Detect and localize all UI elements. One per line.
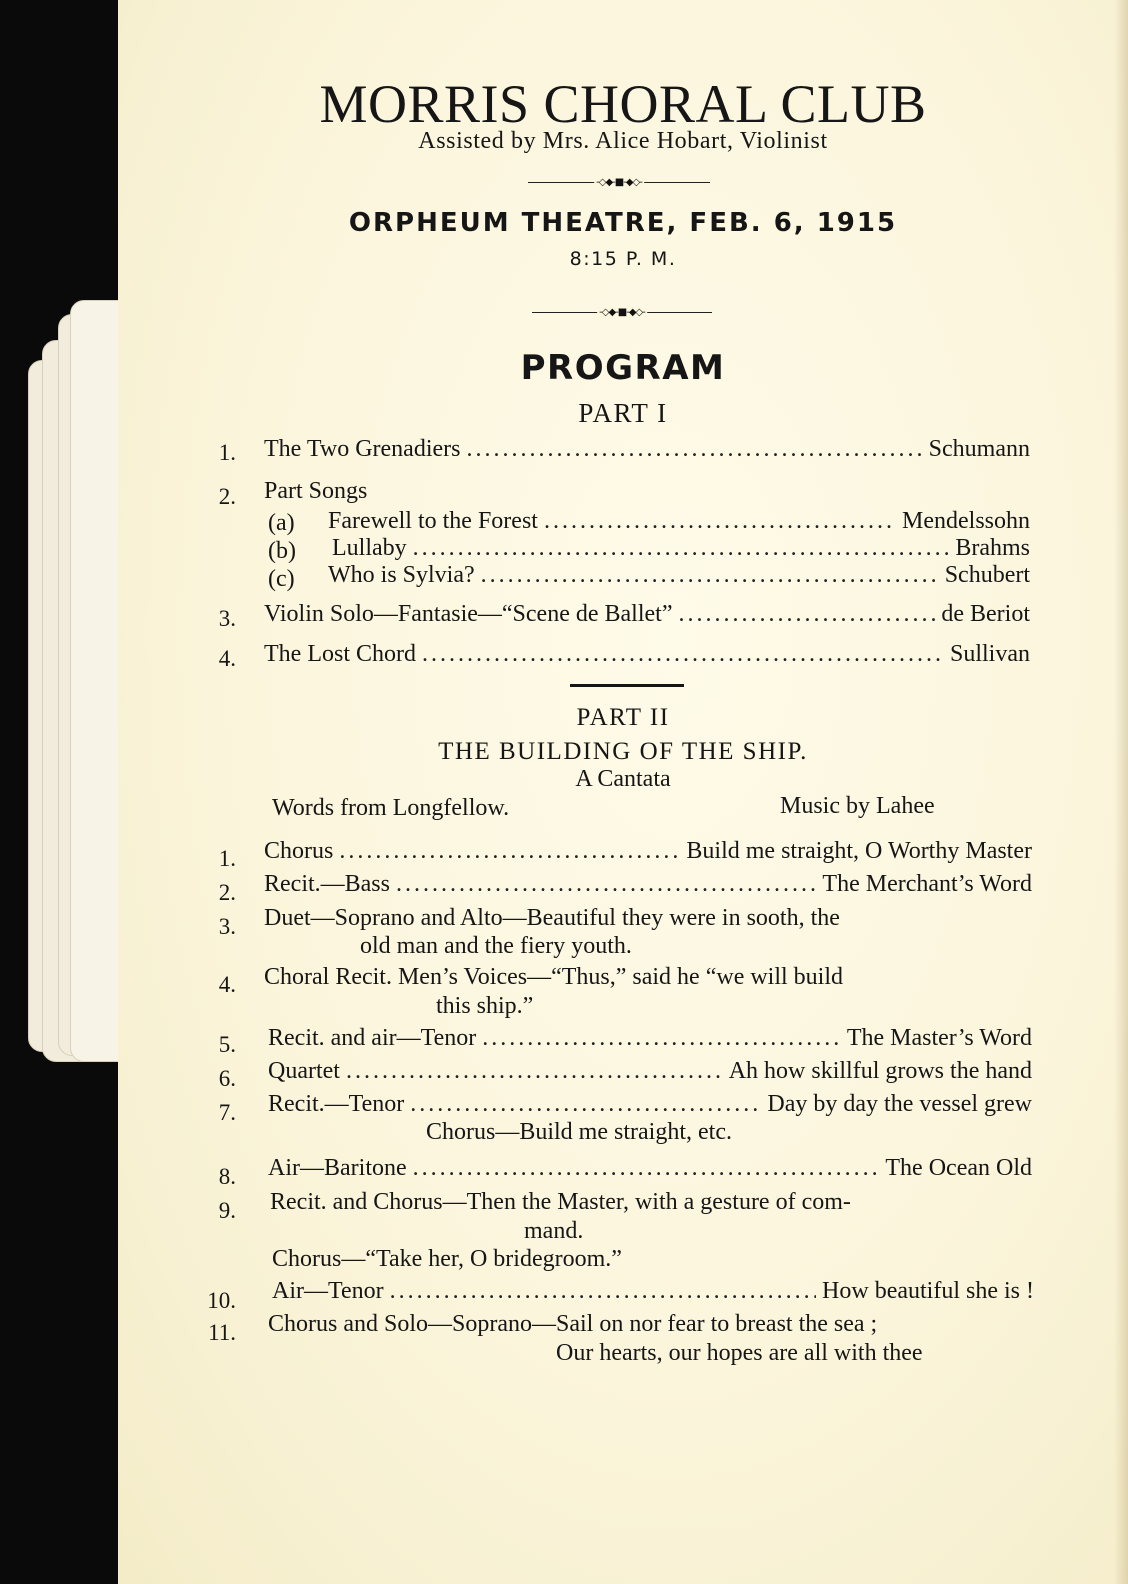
program-item [268, 1091, 1032, 1118]
item-title: Chorus [264, 838, 334, 864]
composer: de Beriot [941, 601, 1030, 627]
leader-dots [422, 641, 944, 668]
leader-dots [396, 871, 816, 898]
start-time: 8:15 P. M. [569, 248, 677, 270]
item-detail: The Master’s Word [846, 1025, 1032, 1051]
item-title: Recit. and Chorus—Then the Master, with a gesture of com- [270, 1189, 851, 1215]
item-number: 1. [218, 440, 236, 465]
item-detail: The Ocean Old [885, 1155, 1032, 1181]
ornament-divider-bottom [532, 306, 712, 320]
leader-dots [466, 436, 922, 463]
item-title: Part Songs [264, 478, 368, 504]
leader-dots [339, 838, 680, 865]
item-number: 8. [218, 1164, 236, 1189]
item-continuation: Chorus—“Take her, O bridegroom.” [272, 1246, 622, 1272]
item-title: Quartet [268, 1058, 340, 1084]
ornament-glyphs: -◇◆-■-◆◇- [596, 177, 642, 188]
leader-dots [544, 508, 896, 535]
program-item [264, 601, 1030, 628]
item-detail: Ah how skillful grows the hand [728, 1058, 1032, 1084]
leader-dots [410, 1091, 761, 1118]
leader-dots [481, 562, 939, 589]
item-title: Farewell to the Forest [328, 508, 538, 534]
leader-dots [678, 601, 935, 628]
program-item [272, 1278, 1034, 1305]
item-title: The Lost Chord [264, 641, 416, 667]
item-continuation: this ship.” [436, 993, 534, 1019]
item-continuation: mand. [524, 1218, 584, 1244]
leader-dots [413, 1155, 880, 1182]
item-title: Violin Solo—Fantasie—“Scene de Ballet” [264, 601, 673, 627]
item-number: 3. [218, 606, 236, 631]
program-item [264, 871, 1032, 898]
part-2-heading: PART II [576, 704, 670, 731]
item-number: 10. [207, 1288, 236, 1313]
item-title: Recit. and air—Tenor [268, 1025, 477, 1051]
program-item [268, 1058, 1032, 1085]
item-title: The Two Grenadiers [264, 436, 461, 462]
assisted-by-line: Assisted by Mrs. Alice Hobart, Violinist [418, 128, 828, 154]
program-heading: PROGRAM [520, 348, 726, 388]
leader-dots [346, 1058, 723, 1085]
item-detail: Build me straight, O Worthy Master [686, 838, 1032, 864]
words-credit: Words from Longfellow. [272, 795, 510, 821]
venue-date: ORPHEUM THEATRE, FEB. 6, 1915 [348, 208, 898, 238]
work-type: A Cantata [575, 766, 671, 792]
item-detail: How beautiful she is ! [822, 1278, 1034, 1304]
leader-dots [413, 535, 950, 562]
music-credit: Music by Lahee [780, 793, 935, 819]
item-continuation: old man and the fiery youth. [360, 933, 632, 959]
composer: Sullivan [949, 641, 1030, 667]
item-number: 5. [218, 1032, 236, 1057]
item-title: Air—Tenor [272, 1278, 384, 1304]
club-title: MORRIS CHORAL CLUB [319, 74, 927, 134]
item-title: Recit.—Bass [264, 871, 390, 897]
work-title: THE BUILDING OF THE SHIP. [438, 738, 808, 765]
composer: Brahms [955, 535, 1030, 561]
item-continuation: Our hearts, our hopes are all with thee [556, 1340, 923, 1366]
item-continuation: Chorus—Build me straight, etc. [426, 1119, 732, 1145]
leader-dots [390, 1278, 816, 1305]
item-number: 6. [218, 1066, 236, 1091]
program-item [264, 838, 1032, 865]
item-number: 7. [218, 1100, 236, 1125]
item-title: Choral Recit. Men’s Voices—“Thus,” said he “we will build [264, 964, 844, 990]
program-item [332, 535, 1030, 562]
item-number: 2. [218, 880, 236, 905]
program-item [264, 641, 1030, 668]
section-divider [570, 684, 684, 687]
composer: Schubert [944, 562, 1030, 588]
ornament-glyphs: -◇◆-■-◆◇- [599, 307, 645, 318]
sub-item-letter: (b) [268, 538, 296, 564]
item-title: Lullaby [332, 535, 407, 561]
program-item [264, 436, 1030, 463]
item-number: 3. [218, 914, 236, 939]
item-title: Duet—Soprano and Alto—Beautiful they were in sooth, the [264, 905, 840, 931]
sub-item-letter: (c) [268, 566, 295, 592]
item-number: 9. [218, 1198, 236, 1223]
program-item [268, 1155, 1032, 1182]
part-1-heading: PART I [578, 398, 668, 428]
ornament-divider-top [528, 176, 710, 190]
item-title: Recit.—Tenor [268, 1091, 405, 1117]
item-number: 11. [208, 1320, 236, 1345]
item-detail: Day by day the vessel grew [767, 1091, 1032, 1117]
program-item [328, 562, 1030, 589]
program-item [328, 508, 1030, 535]
item-number: 4. [218, 646, 236, 671]
composer: Mendelssohn [902, 508, 1030, 534]
sub-item-letter: (a) [268, 510, 295, 536]
composer: Schumann [928, 436, 1030, 462]
program-item [268, 1025, 1032, 1052]
item-number: 4. [218, 972, 236, 997]
item-title: Who is Sylvia? [328, 562, 475, 588]
item-number: 2. [218, 484, 236, 509]
leader-dots [482, 1025, 841, 1052]
program-page [118, 0, 1128, 1584]
item-title: Air—Baritone [268, 1155, 407, 1181]
item-title: Chorus and Solo—Soprano—Sail on nor fear to breast the sea ; [268, 1311, 878, 1337]
item-number: 1. [218, 846, 236, 871]
item-detail: The Merchant’s Word [822, 871, 1032, 897]
